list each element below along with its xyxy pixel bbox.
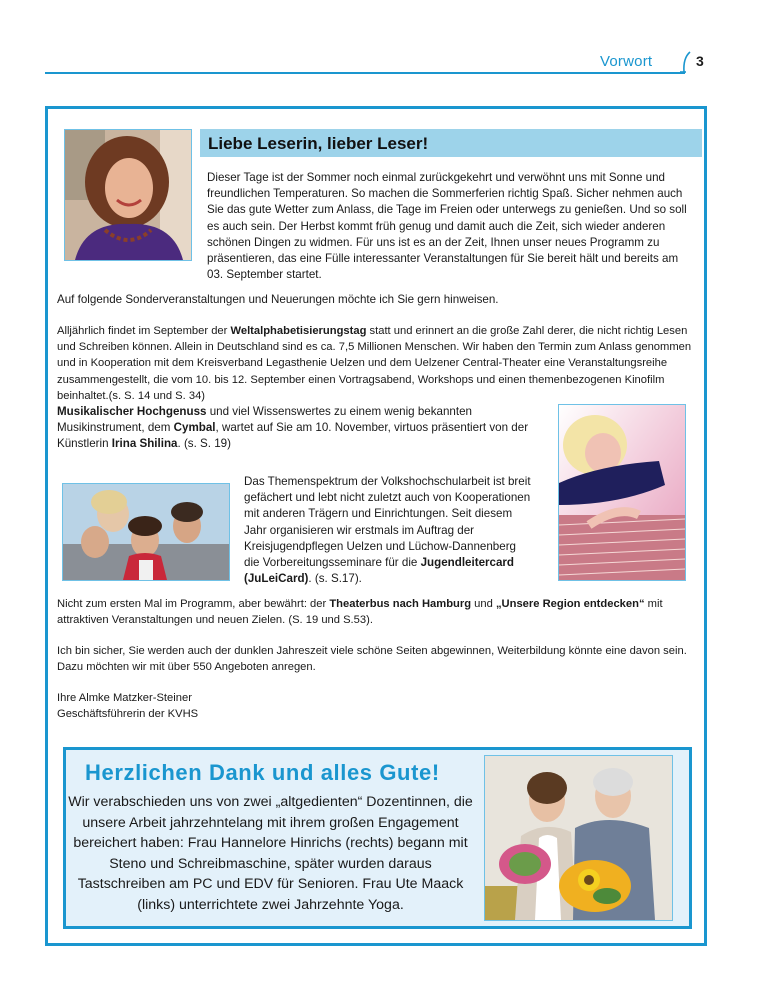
farewell-title: Herzlichen Dank und alles Gute! [85,760,440,785]
youth-paragraph [244,474,534,587]
page-number-bracket [680,50,710,74]
closing-paragraph: Ich bin sicher, Sie werden auch der dunklen Jahreszeit viele schöne Seiten abgewinnen, Weiterbildung könnte eine davon sein. Dazu möchten wir mit über 550 Angeboten anregen. [57,645,687,674]
theater-and: und [471,598,496,610]
intro-paragraph: Dieser Tage ist der Sommer noch einmal zurückgekehrt und verwöhnt uns mit Sonne und freundlichen Temperaturen. So machen die Sommerferien richtig Spaß. Sicher nehmen auch Sie das gute Wetter zum Anlass, die Tage im Freien oder unterwegs zu genießen. Und so soll es auch sein. Der Herbst kommt früh genug und damit auch die Zeit, sich wieder anderen schönen Dingen zu widmen. Für uns ist es an der Zeit, Ihnen unser neues Programm zu präsentieren, das eine Fülle interessanter Veranstaltungen für Sie bereit hält und bereits am 03. September startet. [207,171,687,282]
cymbal-highlight: Musikalischer Hochgenuss [57,405,207,418]
theaterbus-name: Theaterbus nach Hamburg [329,598,472,610]
theater-reference: mit attraktiven Veranstaltungen und neuen Zielen. (S. 19 und S.53). [57,598,663,627]
cymbal-text: und viel Wissenswertes zu einem wenig bekannten Musikinstrument, dem [57,405,472,435]
cymbal-artist-photo [558,404,686,581]
juleicard-name: Jugendleitercard (JuLeiCard) [244,556,515,586]
literacy-text: Alljährlich findet im September der [57,325,231,337]
cymbal-paragraph [57,404,547,453]
youth-group-photo [62,483,230,581]
farewell-photo [484,755,673,921]
cymbal-artist: Irina Shilina [111,437,178,451]
literacy-paragraph [57,323,702,404]
literacy-text-rest: statt und erinnert an die große Zahl derer, die nicht richtig Lesen und Schreiben können. Allein in Deutschland sind es ca. 7,5 Millionen Menschen. Wir haben den Termin zum Anlass genommen und in Kooperation mit dem Kreisverband Legasthenie Uelzen und dem Uelzener Central-Theater eine Veranstaltungsreihe zusammengestellt, die vom 10. bis 12. September einen Vortragsabend, Workshops und einen themenbezogenen Kinofilm beinhaltet.(s. S. 14 und S. 34) [57,325,692,402]
signature-block [57,690,697,722]
signature-role: Geschäftsführerin der KVHS [57,708,199,721]
cymbal-reference: . (s. S. 19) [177,437,231,451]
signature-name: Ihre Almke Matzker-Steiner [57,692,192,704]
youth-text: Das Themenspektrum der Volkshochschularbeit ist breit gefächert und lebt nicht zuletzt auch von Kooperationen mit anderen Trägern und Einrichtungen. Seit diesem Jahr organisieren wir erstmals im Auftrag der Kreisjugendpflegen Uelzen und Lüchow-Dannenberg die Vorbereitungsseminare für die [244,475,531,570]
header-rule [45,72,685,74]
cymbal-text-2: , wartet auf Sie am 10. November, virtuos präsentiert von der Künstlerin [57,421,529,451]
lead-in-paragraph: Auf folgende Sonderveranstaltungen und Neuerungen möchte ich Sie gern hinweisen. [57,293,499,306]
farewell-text: Wir verabschieden uns von zwei „altgedienten“ Dozentinnen, die unsere Arbeit jahrzehntelang mit ihrem großen Engagement bereichert haben: Frau Hannelore Hinrichs (rechts) begann mit Steno und Schreibmaschine, später wurden daraus Tastschreiben am PC und EDV für Senioren. Frau Ute Maack (links) unterrichtete zwei Jahrzehnte Yoga. [68,794,473,913]
literacy-day-name: Weltalphabetisierungstag [230,325,367,337]
youth-reference: . (s. S.17). [308,572,362,586]
theater-text: Nicht zum ersten Mal im Programm, aber bewährt: der [57,598,330,610]
section-title: Vorwort [600,53,653,70]
page-number: 3 [696,53,704,69]
letter-heading: Liebe Leserin, lieber Leser! [208,134,429,153]
theater-paragraph [57,596,697,628]
region-program-name: „Unsere Region entdecken“ [495,598,645,610]
cymbal-instrument: Cymbal [173,421,216,435]
author-portrait [64,129,192,261]
